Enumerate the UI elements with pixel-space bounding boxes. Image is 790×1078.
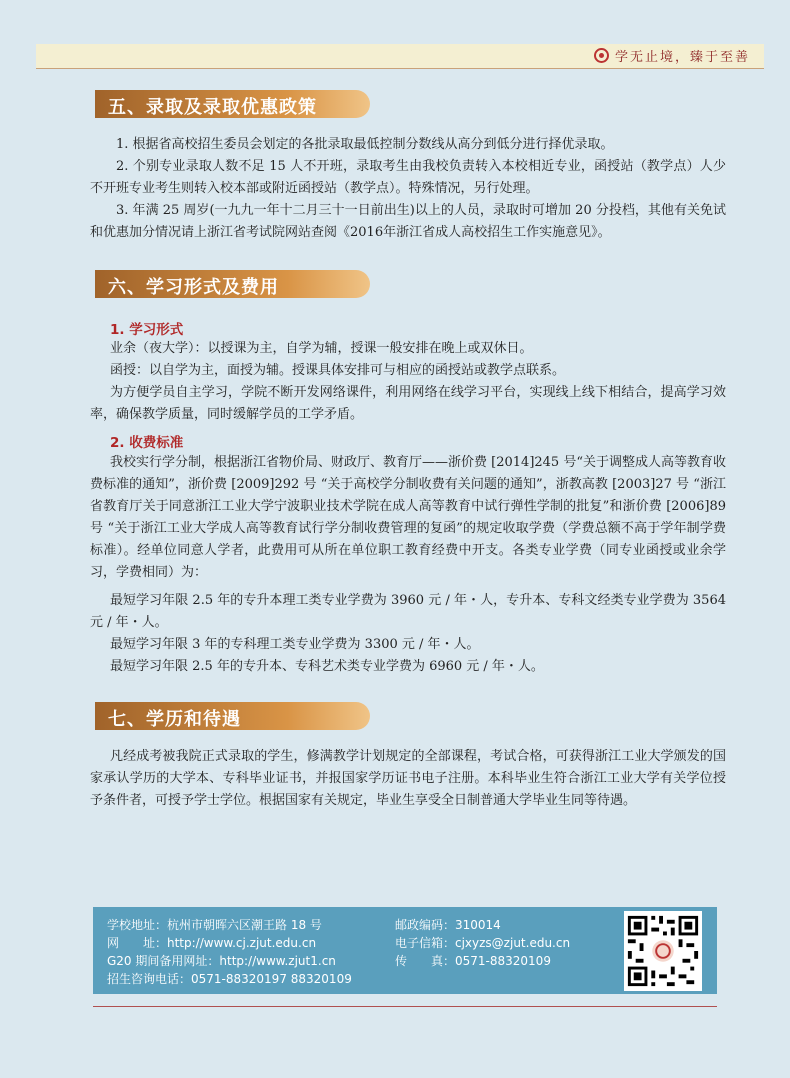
website-link[interactable]: 网 址：http://www.cj.zjut.edu.cn — [107, 936, 317, 950]
backup-website-link[interactable]: G20 期间备用网址：http://www.zjut1.cn — [107, 954, 336, 968]
address: 学校地址：杭州市朝晖六区潮王路 18 号 — [107, 918, 322, 932]
footer-left — [107, 916, 352, 988]
subheading-study-form: 1. 学习形式 — [110, 322, 184, 338]
phone: 招生咨询电话：0571-88320197 88320109 — [107, 972, 352, 986]
footer-right — [395, 916, 570, 970]
postcode: 邮政编码：310014 — [395, 918, 501, 932]
para: 函授：以自学为主，面授为辅。授课具体安排可与相应的函授站或教学点联系。 — [110, 363, 566, 378]
section-title-6: 六、学习形式及费用 — [108, 277, 279, 298]
para: 最短学习年限 3 年的专科理工类专业学费为 3300 元 / 年・人。 — [110, 637, 480, 652]
para: 1. 根据省高校招生委员会划定的各批录取最低控制分数线从高分到低分进行择优录取。 — [116, 137, 614, 152]
para: 最短学习年限 2.5 年的专升本理工类专业学费为 3960 元 / 年・人，专升本、专科文经类专业学费为 3564 元 / 年・人。 — [90, 593, 726, 630]
emblem-icon — [594, 48, 609, 63]
bottom-divider — [93, 1006, 717, 1007]
section-title-7: 七、学历和待遇 — [108, 709, 241, 730]
para: 3. 年满 25 周岁(一九九一年十二月三十一日前出生)以上的人员，录取时可增加 20 分投档，其他有关免试和优惠加分情况请上浙江省考试院网站查阅《2016年浙江省成人高校招生工作实施意见》。 — [90, 203, 726, 240]
para: 2. 个别专业录取人数不足 15 人不开班，录取考生由我校负责转入本校相近专业，函授站（教学点）人少不开班专业考生则转入校本部或附近函授站（教学点）。特殊情况，另行处理。 — [90, 159, 726, 196]
subheading-fees: 2. 收费标准 — [110, 435, 184, 451]
para: 最短学习年限 2.5 年的专升本、专科艺术类专业学费为 6960 元 / 年・人。 — [110, 659, 544, 674]
motto — [594, 46, 750, 65]
para: 凡经成考被我院正式录取的学生，修满教学计划规定的全部课程，考试合格，可获得浙江工业大学颁发的国家承认学历的大学本、专科毕业证书，并报国家学历证书电子注册。本科毕业生符合浙江工业大学有关学位授予条件者，可授予学士学位。根据国家有关规定，毕业生享受全日制普通大学毕业生同等待遇。 — [90, 749, 726, 808]
para: 为方便学员自主学习，学院不断开发网络课件，利用网络在线学习平台，实现线上线下相结合，提高学习效率，确保教学质量，同时缓解学员的工学矛盾。 — [90, 385, 726, 422]
motto-text: 学无止境，臻于至善 — [614, 50, 750, 65]
para: 业余（夜大学）：以授课为主，自学为辅，授课一般安排在晚上或双休日。 — [110, 341, 533, 356]
section-title-5: 五、录取及录取优惠政策 — [108, 97, 317, 118]
para: 我校实行学分制，根据浙江省物价局、财政厅、教育厅——浙价费 [2014]245 号“关于调整成人高等教育收费标准的通知”，浙价费 [2009]292 号 “关于高校学分制收费有关问题的通知”，浙教高教 [2003]27 号 “浙江省教育厅关于同意浙江工业大学宁波职业技术学院在成人高等教育中试行弹性学制的批复”和浙价费 [2006]89 号 “关于浙江工业大学成人高等教育试行学分制收费管理的复函”的规定收取学费（学费总额不高于学年制学费标准）。经单位同意人学者，此费用可从所在单位职工教育经费中开支。各类专业学费（同专业函授或业余学习，学费相同）为： — [90, 455, 726, 580]
fax: 传 真：0571-88320109 — [395, 954, 551, 968]
email-link[interactable]: 电子信箱：cjxyzs@zjut.edu.cn — [395, 936, 571, 950]
qr-code-icon[interactable] — [624, 911, 702, 991]
